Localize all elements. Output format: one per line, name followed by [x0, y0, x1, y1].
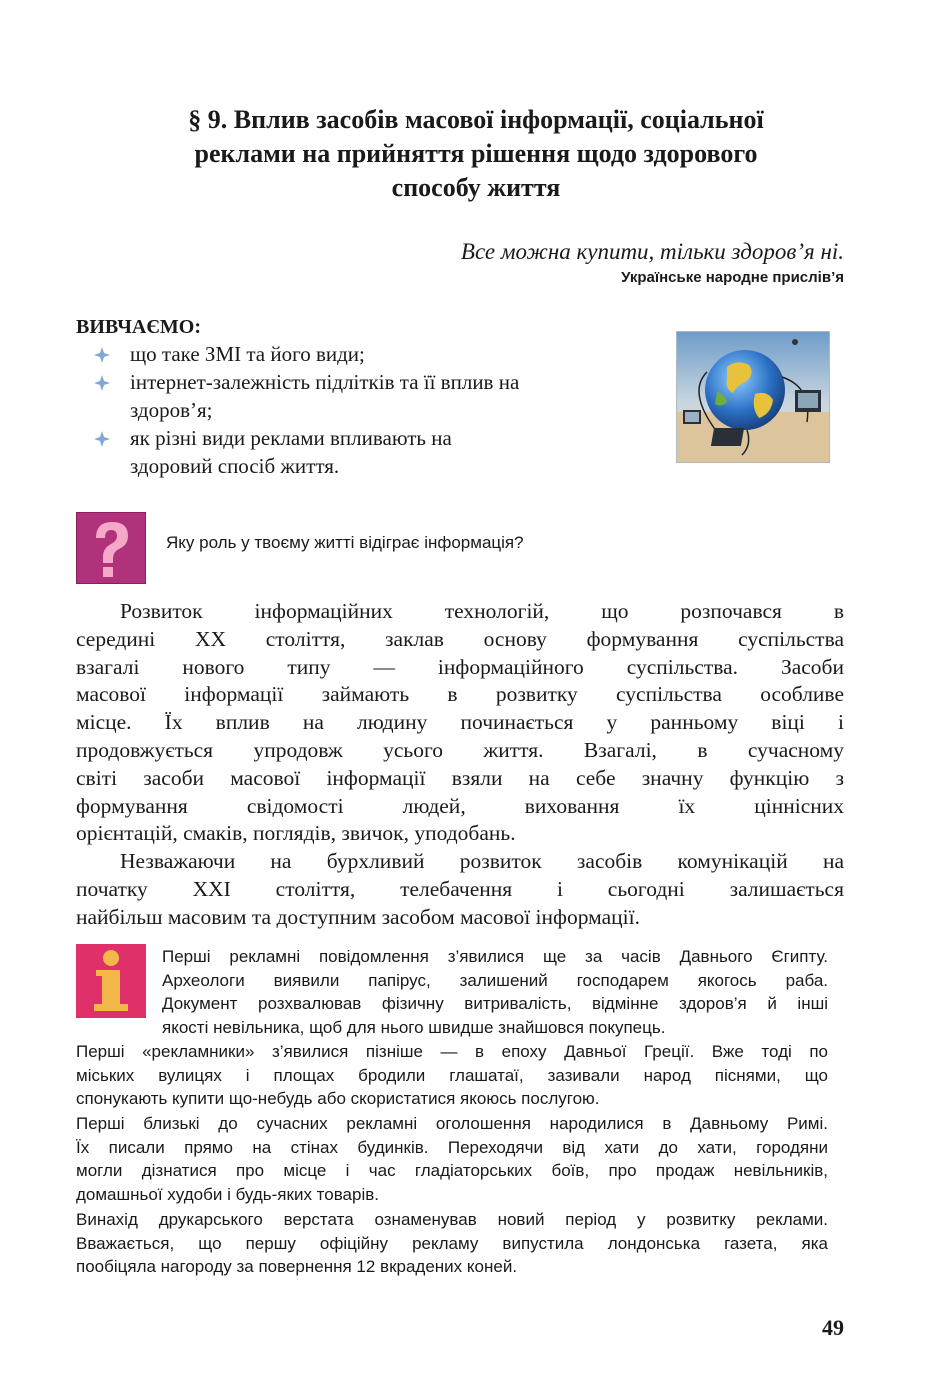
page-number: 49: [822, 1315, 844, 1340]
section-title-line-3: способу життя: [391, 173, 561, 202]
info-block-2: [76, 1040, 828, 1111]
paragraph-line: взагалі нового типу — інформаційного суспільства. Засоби: [76, 654, 844, 679]
info-line: Археологи виявили папірус, залишений господарем якогось раба.: [162, 970, 828, 990]
info-line: спонукають купити що-небудь або скористатися якоюсь послугою.: [76, 1089, 600, 1109]
list-item: [92, 340, 662, 368]
info-block-1: [162, 945, 828, 1039]
learn-list: [92, 340, 662, 480]
section-title-line-1: § 9. Вплив засобів масової інформації, соціальної: [188, 105, 764, 134]
paragraph-line: початку XXI століття, телебачення і сьогодні залишається: [76, 876, 844, 901]
info-line: пообіцяла нагороду за повернення 12 вкрадених коней.: [76, 1257, 518, 1277]
body-paragraph-1: [76, 598, 844, 848]
info-line: Документ розхвалював фізичну витривалість, відмінне здоров’я й інші: [162, 994, 828, 1014]
globe-computers-illustration: [676, 331, 830, 463]
info-line: Перші рекламні повідомлення з’явилися ще за часів Давнього Єгипту.: [162, 947, 828, 966]
paragraph-line: масової інформації займають в розвитку суспільства особливе: [76, 682, 844, 707]
paragraph-line: світі засоби масової інформації взяли на себе значну функцію з: [76, 765, 844, 790]
info-line: домашньої худоби і будь-яких товарів.: [76, 1184, 379, 1204]
section-title-line-2: реклами на прийняття рішення щодо здорового: [194, 139, 758, 168]
learn-item-3-line-2: здоровий спосіб життя.: [130, 454, 340, 478]
list-item: [92, 424, 662, 480]
info-line: міських вулицях і площах бродили глашатаї, зазивали народ піснями, що: [76, 1065, 828, 1085]
info-line: Їх писали прямо на стінах будинків. Переходячи від хати до хати, городяни: [76, 1137, 828, 1157]
body-paragraph-2: [76, 848, 844, 931]
info-line: Вважається, що першу офіційну рекламу випустила лондонська газета, яка: [76, 1233, 828, 1253]
epigraph-source: Українське народне прислів’я: [621, 269, 844, 286]
learn-item-1-line-1: що таке ЗМІ та його види;: [130, 342, 365, 366]
paragraph-line: Незважаючи на бурхливий розвиток засобів комунікацій на: [120, 849, 844, 873]
epigraph: [461, 238, 844, 288]
paragraph-line: продовжується упродовж усього життя. Взагалі, в сучасному: [76, 737, 844, 762]
paragraph-line: Розвиток інформаційних технологій, що розпочався в: [120, 599, 844, 623]
diamond-bullet-icon: [94, 347, 110, 363]
question-mark-icon: [76, 512, 146, 584]
epigraph-quote: Все можна купити, тільки здоров’я ні.: [460, 239, 844, 264]
learn-heading: ВИВЧАЄМО:: [76, 316, 202, 338]
info-line: Перші «рекламники» з’явилися пізніше — в епоху Давньої Греції. Вже тоді по: [76, 1042, 828, 1061]
diamond-bullet-icon: [94, 375, 110, 391]
diamond-bullet-icon: [94, 431, 110, 447]
info-line: Винахід друкарського верстата ознаменував новий період у розвитку реклами.: [76, 1210, 828, 1229]
info-line: якості невільника, щоб для нього швидше знайшовся покупець.: [162, 1017, 666, 1037]
learn-item-2-line-1: інтернет-залежність підлітків та її вплив на: [130, 370, 520, 394]
paragraph-line: місце. Їх вплив на людину починається у ранньому віці і: [76, 710, 844, 735]
section-title: [80, 103, 872, 205]
info-block-3: [76, 1112, 828, 1206]
info-letter-i-icon: [76, 944, 146, 1018]
question-text: Яку роль у твоєму житті відіграє інформація?: [166, 533, 524, 552]
info-line: Перші близькі до сучасних рекламні оголошення народилися в Давньому Римі.: [76, 1114, 828, 1133]
paragraph-line: орієнтацій, смаків, поглядів, звичок, уподобань.: [76, 821, 516, 846]
learn-item-3-line-1: як різні види реклами впливають на: [130, 426, 452, 450]
info-line: могли дізнатися про місце і час гладіаторських боїв, про продаж невільників,: [76, 1161, 828, 1181]
paragraph-line: середині XX століття, заклав основу формування суспільства: [76, 626, 844, 651]
info-block-4: [76, 1208, 828, 1279]
list-item: [92, 368, 662, 424]
learn-item-2-line-2: здоров’я;: [130, 398, 213, 422]
paragraph-line: найбільш масовим та доступним засобом масової інформації.: [76, 904, 640, 929]
paragraph-line: формування свідомості людей, виховання їх ціннісних: [76, 793, 844, 818]
